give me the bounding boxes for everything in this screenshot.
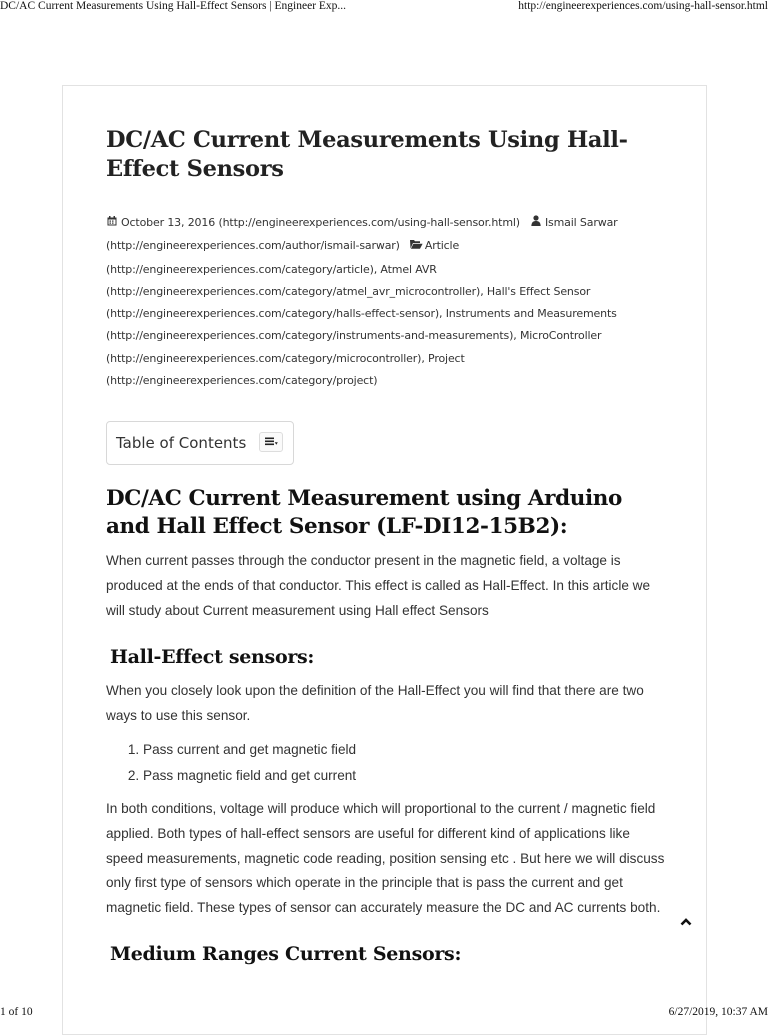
article-content (106, 126, 668, 976)
list-item: 1. Pass current and get magnetic field (143, 737, 668, 763)
category-link-microcontroller[interactable]: MicroController (http://engineerexperiences.com/category/microcontroller) (106, 329, 602, 365)
category-link-halls-effect-sensor[interactable]: Hall's Effect Sensor (http://engineerexperiences.com/category/halls-effect-sensor) (106, 284, 591, 321)
user-icon (530, 213, 542, 235)
conditions-paragraph: In both conditions, voltage will produce which will proportional to the current / magnetic field applied. Both types of hall-effect sensors are useful for different kind of applications like speed measurements, magnetic code reading, position sensing etc . But here we will discuss only first type of sensors which operate in the principle that is pass the current and get magnetic field. These types of sensor can accurately measure the DC and AC currents both. (106, 801, 665, 915)
hall-effect-paragraph: When you closely look upon the definition of the Hall-Effect you will find that there are two ways to use this sensor. (106, 683, 644, 723)
print-header (0, 0, 768, 16)
print-datetime: 6/27/2019, 10:37 AM (668, 1006, 768, 1018)
post-date-link[interactable]: October 13, 2016 (http://engineerexperiences.com/using-hall-sensor.html) (121, 216, 520, 229)
print-page-number: 1 of 10 (0, 1006, 33, 1018)
category-link-article[interactable]: Article (http://engineerexperiences.com/category/article) (106, 239, 460, 276)
section-heading-hall-effect-sensors: Hall-Effect sensors: (110, 646, 315, 669)
print-footer (0, 1004, 768, 1024)
intro-paragraph: When current passes through the conductor present in the magnetic field, a voltage is produced at the ends of that conductor. This effect is called as Hall-Effect. In this article we will study about Current measurement using Hall effect Sensors (106, 553, 651, 618)
calendar-icon (106, 213, 118, 235)
list-toggle-icon[interactable] (259, 432, 283, 452)
table-of-contents-box[interactable] (106, 421, 294, 465)
print-page-url: http://engineerexperiences.com/using-hall-sensor.html (518, 0, 768, 12)
ways-list (106, 737, 668, 788)
author-link[interactable]: Ismail Sarwar (http://engineerexperiences.com/author/ismail-sarwar) (106, 216, 618, 253)
list-item: 2. Pass magnetic field and get current (143, 763, 668, 789)
chevron-up-icon (676, 919, 696, 936)
scroll-to-top-button[interactable] (676, 912, 696, 932)
toc-label: Table of Contents (116, 434, 247, 453)
category-link-instruments-and-measurements[interactable]: Instruments and Measurements (http://engineerexperiences.com/category/instruments-and-measurements) (106, 307, 617, 343)
category-link-atmel-avr[interactable]: Atmel AVR (http://engineerexperiences.com/category/atmel_avr_microcontroller) (106, 262, 481, 298)
section-heading-arduino-hall: DC/AC Current Measurement using Arduino and Hall Effect Sensor (LF-DI12-15B2): (106, 486, 622, 540)
print-page-title: DC/AC Current Measurements Using Hall-Effect Sensors | Engineer Exp... (0, 0, 347, 12)
category-link-project[interactable]: Project (http://engineerexperiences.com/category/project) (106, 351, 465, 388)
post-meta: October 13, 2016 (http://engineerexperiences.com/using-hall-sensor.html) Ismail Sarwar (http://engineerexperiences.com/author/ismail-sarwar) Article (http://engineerexperiences.com/category/article), Atmel AVR (http://engineerexperiences.com/category/atmel_avr_microcontroller), Hall's Effect Sensor (http://engineerexperiences.com/category/halls-effect-sensor), Instruments and Measurements (http://engineerexperiences.com/category/instruments-and-measurements), MicroController (http://engineerexperiences.com/category/microcontroller), Project (http://engineerexperiences.com/category/project) (106, 212, 668, 392)
article-card (62, 85, 707, 1035)
section-heading-medium-ranges: Medium Ranges Current Sensors: (110, 943, 462, 966)
article-title: DC/AC Current Measurements Using Hall-Effect Sensors (106, 127, 628, 182)
folder-open-icon (410, 236, 422, 258)
